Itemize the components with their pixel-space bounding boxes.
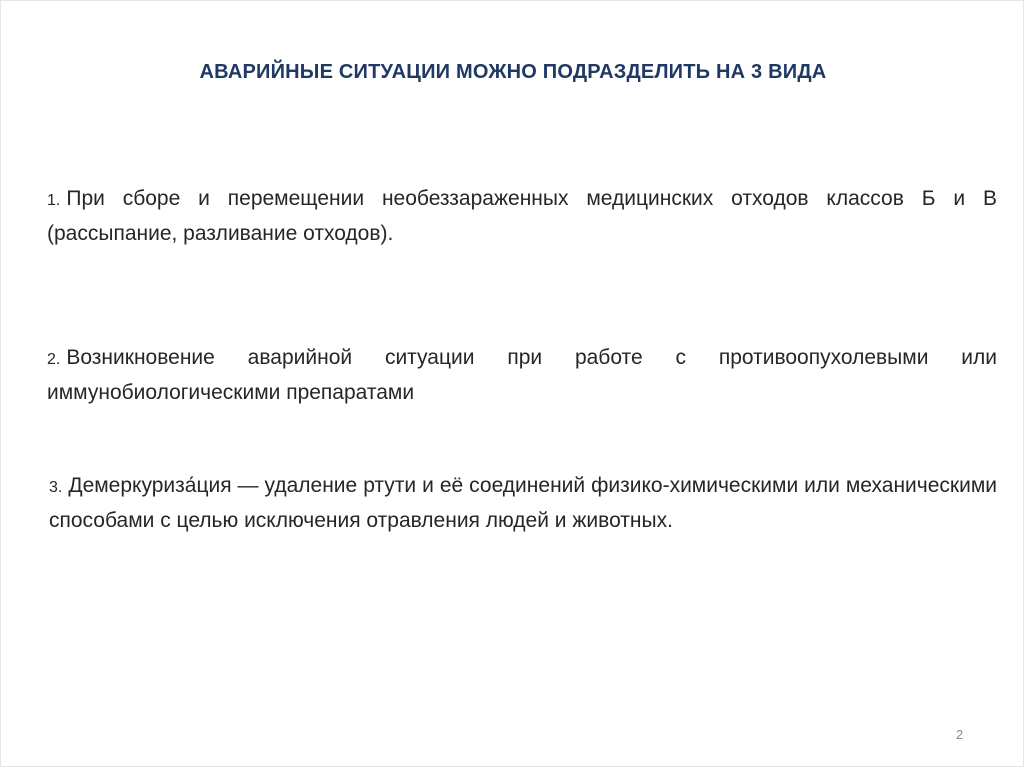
list-item-number: 3. <box>49 479 63 496</box>
list-item-text: Возникновение аварийной ситуации при работе с противоопухолевыми или иммунобиологическими препаратами <box>47 346 997 404</box>
list-item-3 <box>49 469 997 537</box>
list-item-text: Демеркуриза́ция — удаление ртути и её соединений физико-химическими или механическими способами с целью исключения отравления людей и животных. <box>49 474 997 532</box>
list-item-2 <box>47 341 997 409</box>
list-item-number: 2. <box>47 351 61 368</box>
list-item-text: При сборе и перемещении необеззараженных медицинских отходов классов Б и В (рассыпание, разливание отходов). <box>47 187 997 245</box>
page-number: 2 <box>956 727 964 742</box>
slide-title: АВАРИЙНЫЕ СИТУАЦИИ МОЖНО ПОДРАЗДЕЛИТЬ НА 3 ВИДА <box>199 61 827 83</box>
list-item-1 <box>47 182 997 250</box>
list-item-number: 1. <box>47 192 61 209</box>
